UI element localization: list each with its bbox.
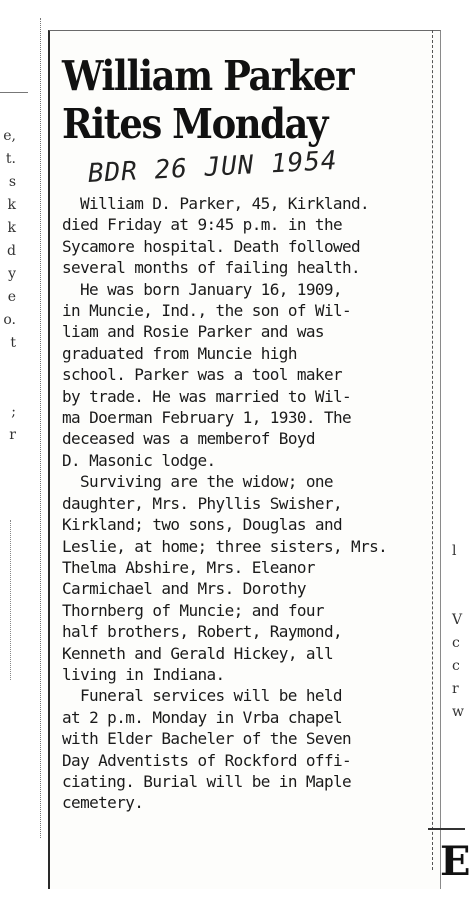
- obituary-body: [62, 193, 428, 814]
- text-line: school. Parker was a tool maker: [62, 365, 343, 385]
- text-line: Thelma Abshire, Mrs. Eleanor: [62, 557, 315, 577]
- headline: [62, 52, 395, 148]
- text-line: Funeral services will be held: [80, 686, 342, 706]
- text-line: Day Adventists of Rockford offi-: [62, 750, 352, 770]
- bleed-fragment: d: [7, 243, 16, 259]
- text-line: cemetery.: [62, 793, 144, 813]
- text-line: ma Doerman February 1, 1930. The: [62, 408, 352, 428]
- right-column-bleed-text: [452, 540, 468, 724]
- text-line: Sycamore hospital. Death followed: [62, 236, 361, 256]
- text-line: liam and Rosie Parker and was: [62, 322, 324, 342]
- text-line: by trade. He was married to Wil-: [62, 386, 352, 406]
- paragraph-funeral-services: [62, 685, 428, 813]
- text-line: Kenneth and Gerald Hickey, all: [62, 643, 333, 663]
- bleed-fragment: l: [452, 543, 457, 559]
- next-article-headline-fragment: E: [440, 838, 471, 885]
- bleed-fragment: V: [452, 612, 463, 628]
- bleed-fragment: e: [7, 289, 16, 305]
- bleed-fragment: c: [452, 658, 460, 674]
- bleed-fragment: [452, 586, 468, 609]
- bleed-fragment: w: [452, 704, 464, 720]
- text-line: Thornberg of Muncie; and four: [62, 600, 324, 620]
- bleed-fragment: t: [10, 335, 16, 351]
- bleed-fragment: c: [452, 635, 460, 651]
- left-column-bleed-text: [2, 125, 16, 447]
- bleed-fragment: r: [452, 681, 459, 697]
- text-line: living in Indiana.: [62, 664, 225, 684]
- text-line: daughter, Mrs. Phyllis Swisher,: [62, 493, 343, 513]
- headline-line-2: Rites Monday: [62, 100, 327, 148]
- text-line: in Muncie, Ind., the son of Wil-: [62, 301, 352, 321]
- left-column-dotted-rule: [0, 520, 11, 680]
- text-line: died Friday at 9:45 p.m. in the: [62, 215, 343, 235]
- paragraph-death-notice: [62, 193, 428, 279]
- bleed-fragment: r: [9, 427, 16, 443]
- text-line: graduated from Muncie high: [62, 343, 297, 363]
- text-line: Kirkland; two sons, Douglas and: [62, 515, 343, 535]
- bleed-fragment: t.: [5, 151, 16, 167]
- left-column-rule: [40, 18, 42, 838]
- headline-line-1: William Parker: [62, 52, 354, 100]
- bleed-fragment: k: [7, 220, 16, 236]
- right-column-rule: [432, 30, 434, 870]
- left-column-top-rule: [0, 92, 28, 93]
- text-line: D. Masonic lodge.: [62, 450, 216, 470]
- text-line: Surviving are the widow; one: [80, 472, 333, 492]
- paragraph-survivors: [62, 471, 428, 685]
- text-line: Leslie, at home; three sisters, Mrs.: [62, 536, 388, 556]
- text-line: half brothers, Robert, Raymond,: [62, 622, 343, 642]
- next-article-rule: [428, 828, 465, 830]
- bleed-fragment: [2, 355, 16, 378]
- text-line: ciating. Burial will be in Maple: [62, 771, 352, 791]
- text-line: with Elder Bacheler of the Seven: [62, 729, 352, 749]
- handwritten-date-note: BDR 26 JUN 1954: [87, 145, 339, 189]
- bleed-fragment: ;: [11, 404, 16, 420]
- bleed-fragment: o.: [3, 312, 16, 328]
- bleed-fragment: [452, 563, 468, 586]
- text-line: at 2 p.m. Monday in Vrba chapel: [62, 707, 343, 727]
- text-line: several months of failing health.: [62, 258, 361, 278]
- text-line: deceased was a memberof Boyd: [62, 429, 315, 449]
- text-line: Carmichael and Mrs. Dorothy: [62, 579, 306, 599]
- paragraph-biography: [62, 279, 428, 472]
- bleed-fragment: k: [7, 197, 16, 213]
- bleed-fragment: y: [8, 266, 16, 282]
- bleed-fragment: [2, 378, 16, 401]
- text-line: He was born January 16, 1909,: [80, 279, 342, 299]
- bleed-fragment: s: [8, 174, 16, 190]
- bleed-fragment: e,: [3, 128, 16, 144]
- text-line: William D. Parker, 45, Kirkland.: [80, 194, 370, 213]
